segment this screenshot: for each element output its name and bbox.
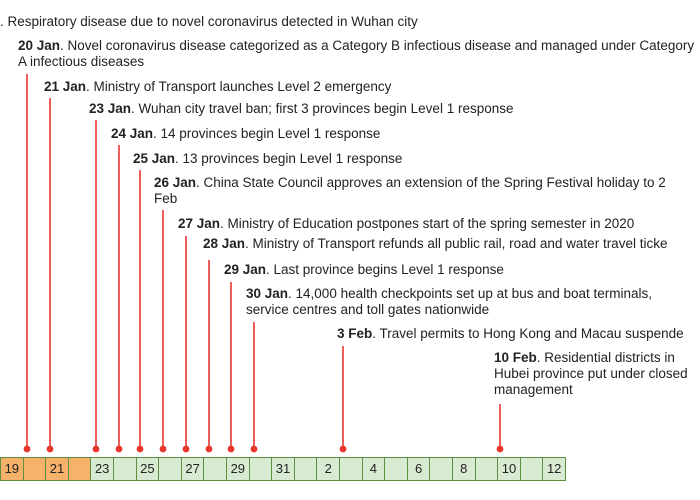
event-10-feb: 10 Feb. Residential districts in Hubei province put under closed management [494, 350, 688, 397]
timeline-cell: 25 [136, 457, 160, 481]
timeline-cell [158, 457, 182, 481]
timeline-cell [249, 457, 273, 481]
timeline-cell: 29 [226, 457, 250, 481]
timeline-cell: 19 [0, 457, 24, 481]
timeline-cell: 4 [362, 457, 386, 481]
timeline-cell [203, 457, 227, 481]
timeline-cell [520, 457, 544, 481]
timeline-cell: 10 [497, 457, 521, 481]
event-28-jan: 28 Jan. Ministry of Transport refunds all public rail, road and water travel ticke [203, 236, 668, 251]
timeline-cell: 12 [542, 457, 566, 481]
event-26-jan: 26 Jan. China State Council approves an extension of the Spring Festival holiday to 2 Feb [154, 175, 666, 206]
timeline-cell: 31 [271, 457, 295, 481]
timeline-cell: 23 [90, 457, 114, 481]
event-20-jan: 20 Jan. Novel coronavirus disease categorized as a Category B infectious disease and managed under Category A infectious diseases [18, 38, 695, 69]
event-detected: . Respiratory disease due to novel coronavirus detected in Wuhan city [0, 14, 418, 29]
timeline-cell [475, 457, 499, 481]
timeline-cell: 6 [407, 457, 431, 481]
event-29-jan: 29 Jan. Last province begins Level 1 response [224, 262, 504, 277]
event-24-jan: 24 Jan. 14 provinces begin Level 1 response [111, 126, 381, 141]
timeline-cell [429, 457, 453, 481]
event-25-jan: 25 Jan. 13 provinces begin Level 1 response [133, 151, 403, 166]
timeline-cell [384, 457, 408, 481]
timeline-cell: 27 [181, 457, 205, 481]
timeline-cell: 8 [452, 457, 476, 481]
event-27-jan: 27 Jan. Ministry of Education postpones start of the spring semester in 2020 [178, 216, 635, 231]
timeline-cell [68, 457, 92, 481]
event-21-jan: 21 Jan. Ministry of Transport launches Level 2 emergency [44, 79, 392, 94]
timeline-cell [294, 457, 318, 481]
timeline-cell [23, 457, 47, 481]
event-23-jan: 23 Jan. Wuhan city travel ban; first 3 provinces begin Level 1 response [89, 101, 514, 116]
timeline-cell: 21 [45, 457, 69, 481]
timeline-cell [339, 457, 363, 481]
timeline-cell [113, 457, 137, 481]
event-30-jan: 30 Jan. 14,000 health checkpoints set up at bus and boat terminals, service centres and toll gates nationwide [246, 286, 653, 317]
event-3-feb: 3 Feb. Travel permits to Hong Kong and Macau suspende [337, 326, 684, 341]
timeline-cell: 2 [316, 457, 340, 481]
